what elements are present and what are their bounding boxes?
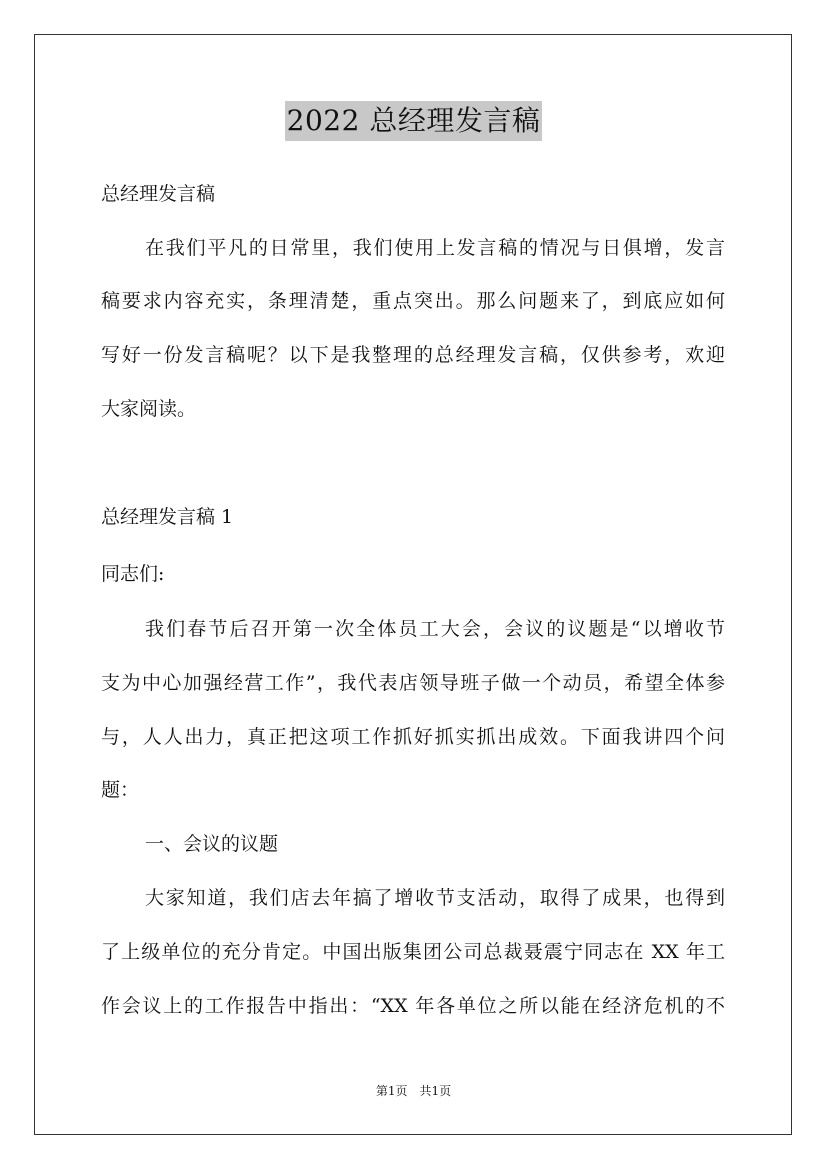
salutation-line: 同志们:	[101, 563, 165, 585]
paragraph-line: 与，人人出力，真正把这项工作抓好抓实抓出成效。下面我讲四个问	[101, 726, 725, 748]
paragraph-line: 题：	[101, 779, 140, 801]
section-heading: 总经理发言稿 1	[101, 506, 234, 528]
paragraph-line: 在我们平凡的日常里，我们使用上发言稿的情况与日俱增，发言	[145, 237, 725, 259]
paragraph-line: 作会议上的工作报告中指出：“XX 年各单位之所以能在经济危机的不	[101, 995, 725, 1017]
paragraph-line: 稿要求内容充实，条理清楚，重点突出。那么问题来了，到底应如何	[101, 290, 725, 312]
paragraph-line: 写好一份发言稿呢？以下是我整理的总经理发言稿，仅供参考，欢迎	[101, 344, 725, 366]
paragraph-line: 大家知道，我们店去年搞了增收节支活动，取得了成果，也得到	[145, 887, 725, 909]
page-footer: 第1页 共1页	[375, 1084, 452, 1098]
document-title: 2022 总经理发言稿	[285, 101, 543, 141]
subtitle-line: 总经理发言稿	[101, 183, 216, 205]
paragraph-line: 大家阅读。	[101, 398, 197, 420]
subsection-heading: 一、会议的议题	[145, 833, 279, 855]
paragraph-line: 了上级单位的充分肯定。中国出版集团公司总裁聂震宁同志在 XX 年工	[101, 941, 725, 963]
paragraph-line: 支为中心加强经营工作”，我代表店领导班子做一个动员，希望全体参	[101, 672, 725, 694]
paragraph-line: 我们春节后召开第一次全体员工大会，会议的议题是“以增收节	[145, 618, 725, 640]
title-container	[0, 101, 827, 141]
